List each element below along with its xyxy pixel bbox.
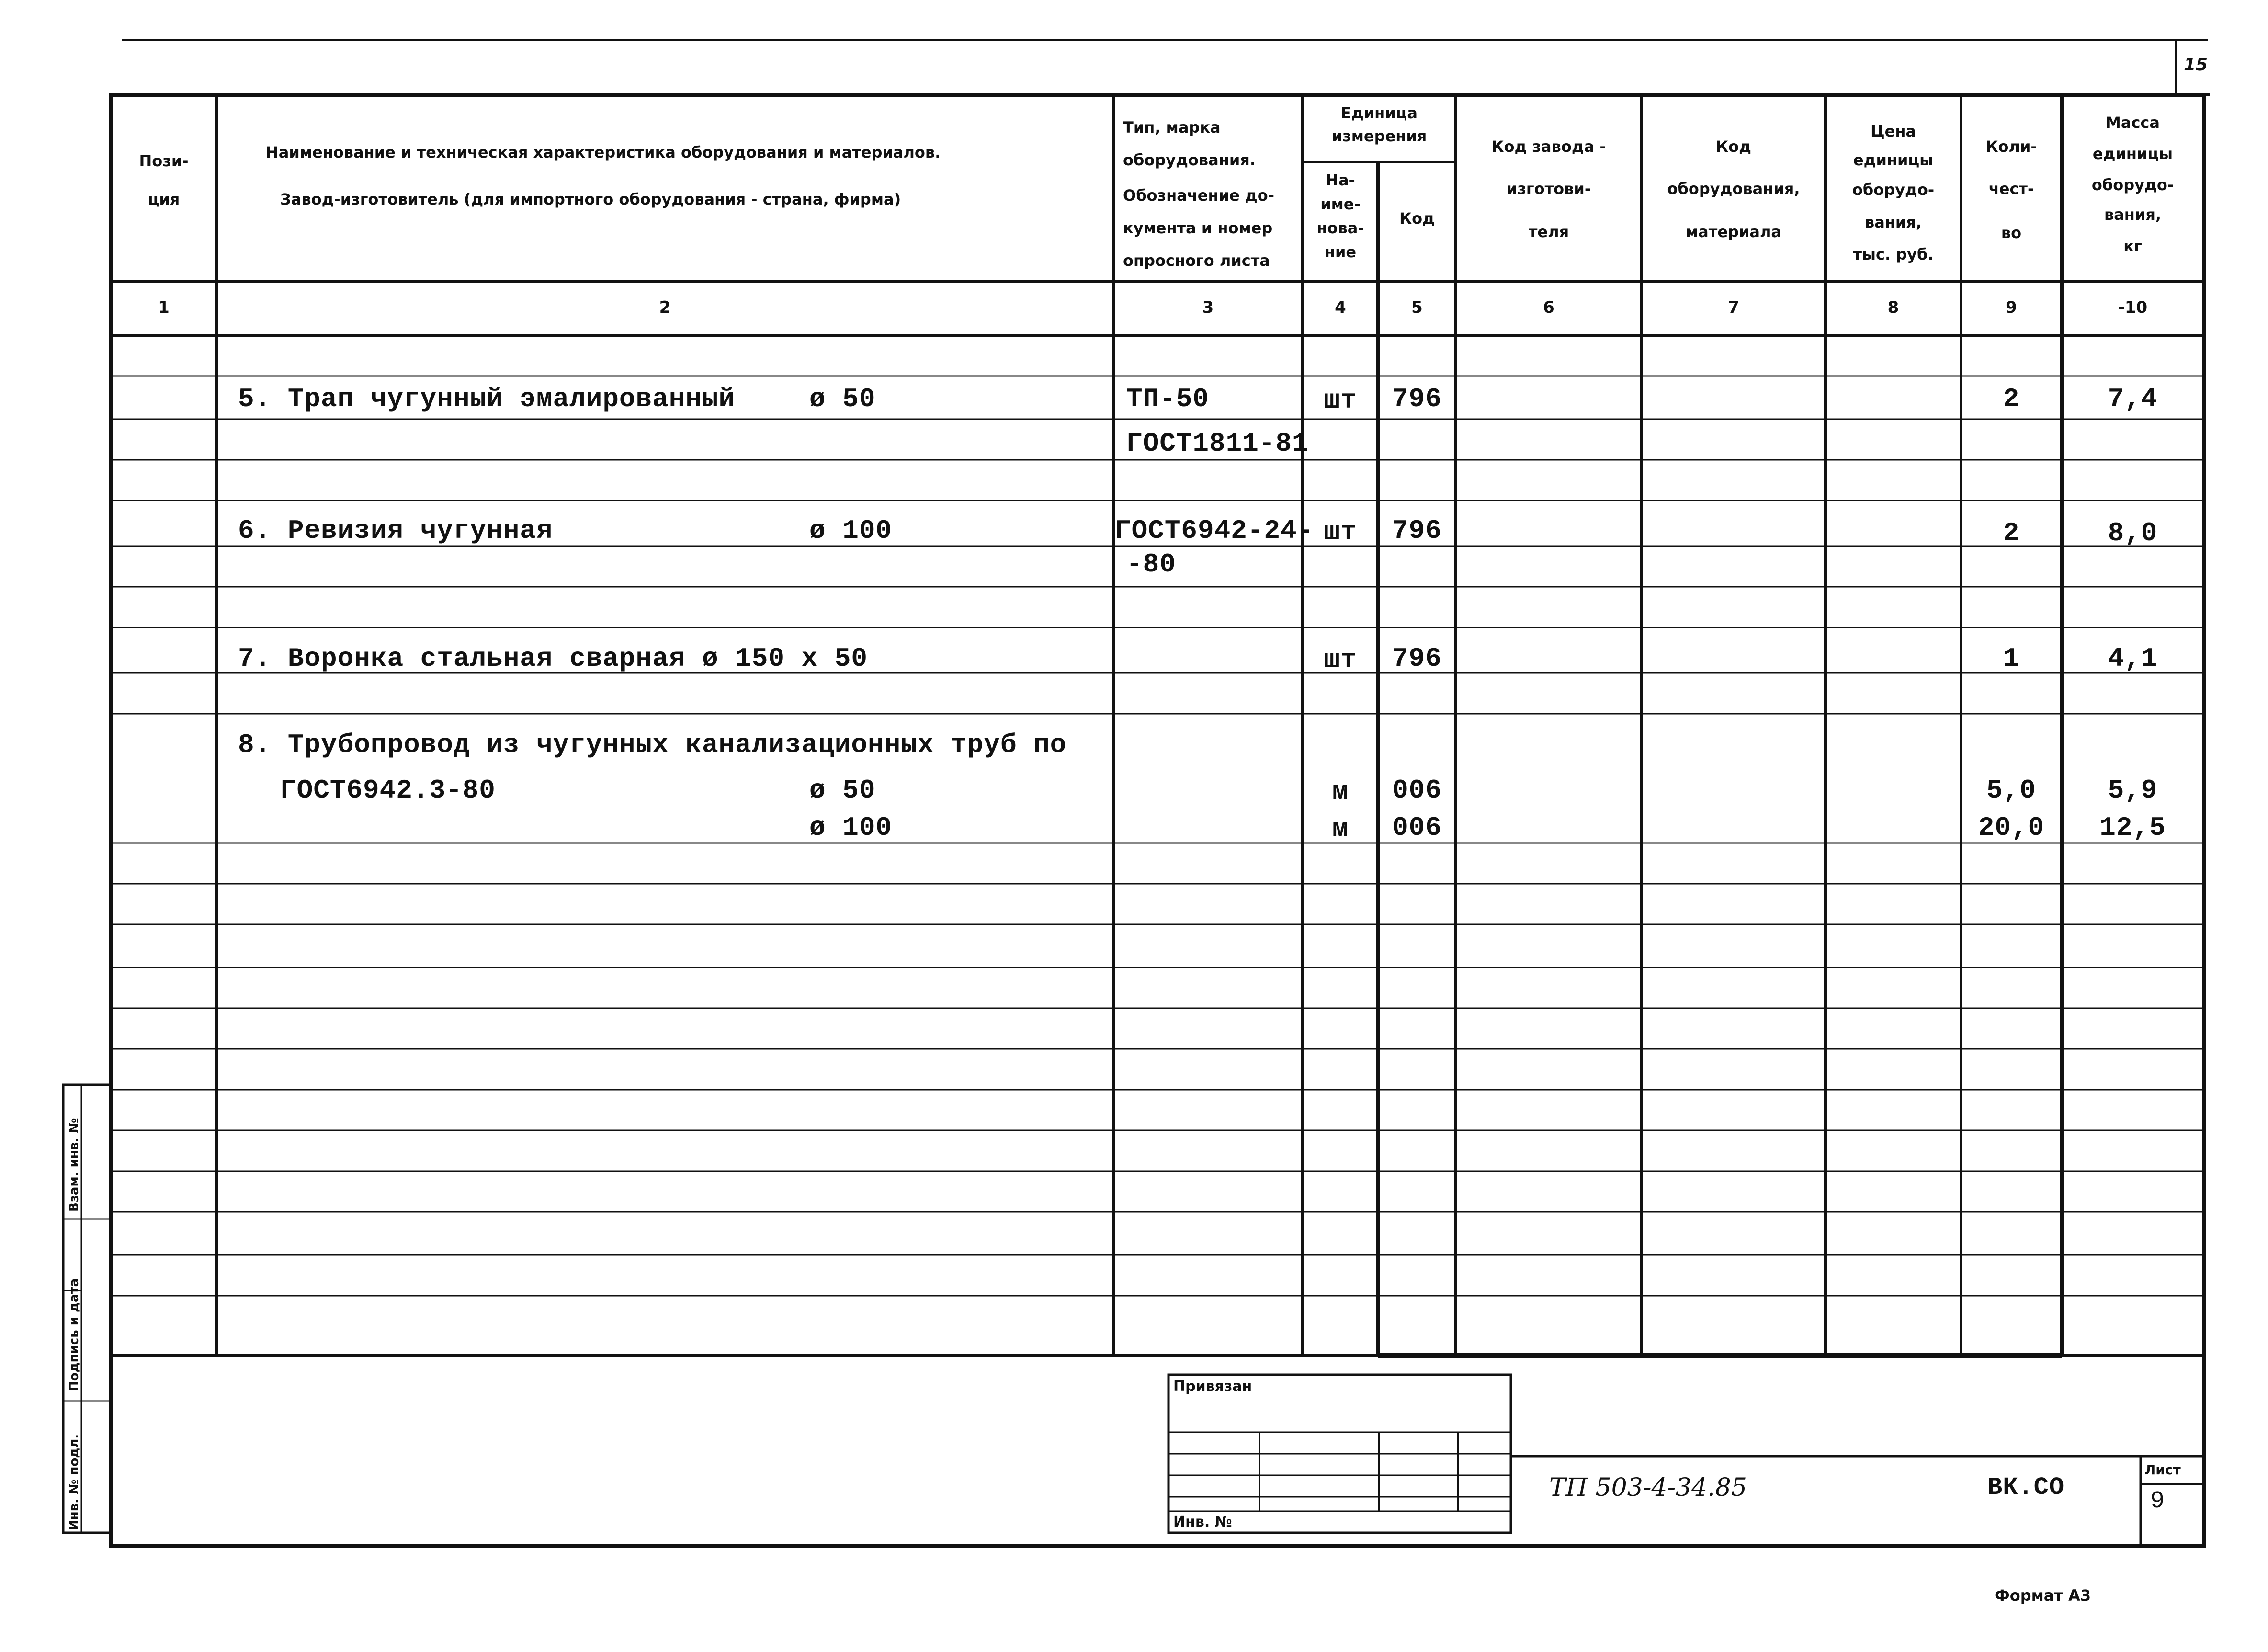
header-unit-name-line3: нова- <box>1316 219 1364 237</box>
stamp-sheet-label: Лист <box>2144 1462 2181 1478</box>
header-name-line1: Наименование и техническая характеристика оборудования и материалов. <box>266 143 941 161</box>
header-equipment-code-line1: Код <box>1716 137 1751 156</box>
item-size: ø 100 <box>809 515 893 546</box>
side-label-inv-original: Инв. № подл. <box>67 1434 81 1530</box>
header-type-line1: Тип, марка <box>1123 118 1221 137</box>
item-type: ТП-50 <box>1126 384 1210 414</box>
stamp-doc-code: ТП 503-4-34.85 <box>1549 1473 1747 1502</box>
item-unit: шт <box>1324 385 1357 416</box>
stamp-doc-mark: ВК.СО <box>1987 1473 2065 1502</box>
column-number: 5 <box>1411 298 1423 317</box>
header-mass-line1: Масса <box>2106 114 2160 132</box>
header-maker-code-line3: теля <box>1528 223 1569 241</box>
item-mass: 5,9 <box>2108 775 2158 806</box>
header-price-line4: вания, <box>1864 213 1922 231</box>
item-unit-code: 796 <box>1392 384 1442 414</box>
item-name: 6. Ревизия чугунная <box>238 515 553 546</box>
header-unit-group-line2: измерения <box>1331 127 1427 145</box>
item-mass: 8,0 <box>2108 518 2158 548</box>
header-position-line2: ция <box>147 190 180 208</box>
header-mass-line2: единицы <box>2092 145 2173 163</box>
column-number: 1 <box>158 298 170 317</box>
header-quantity-line2: чест- <box>1988 180 2034 198</box>
item-mass: 12,5 <box>2099 812 2166 843</box>
item-quantity: 2 <box>2003 384 2020 414</box>
header-unit-name-line2: име- <box>1320 195 1361 213</box>
item-unit: м <box>1332 776 1349 807</box>
header-unit-code: Код <box>1399 209 1435 228</box>
item-unit-code: 796 <box>1392 515 1442 546</box>
format-label: Формат А3 <box>1995 1586 2091 1605</box>
item-unit-code: 796 <box>1392 643 1442 674</box>
header-type-line5: опросного листа <box>1123 251 1270 270</box>
item-size: ø 50 <box>809 384 876 414</box>
column-number: -10 <box>2118 298 2148 317</box>
column-number: 9 <box>2006 298 2017 317</box>
header-mass-line5: кг <box>2123 237 2142 255</box>
stamp-sheet-number: 9 <box>2150 1488 2166 1515</box>
stamp-attached-label: Привязан <box>1173 1378 1252 1395</box>
item-unit-code: 006 <box>1392 775 1442 806</box>
item-name: 7. Воронка стальная сварная ø 150 x 50 <box>238 643 868 674</box>
header-maker-code-line1: Код завода - <box>1491 137 1606 156</box>
side-label-replaced-inv: Взам. инв. № <box>67 1118 81 1212</box>
column-number: 4 <box>1335 298 1346 317</box>
item-mass: 4,1 <box>2108 643 2158 674</box>
side-label-signature-date: Подпись и дата <box>67 1278 81 1391</box>
stamp-inv-label: Инв. № <box>1173 1514 1232 1530</box>
header-equipment-code-line2: оборудования, <box>1667 180 1800 198</box>
header-type-line2: оборудования. <box>1123 151 1256 169</box>
header-quantity-line3: во <box>2001 224 2022 242</box>
column-number: 8 <box>1887 298 1899 317</box>
header-unit-name-line1: На- <box>1326 171 1355 189</box>
header-type-line4: кумента и номер <box>1123 219 1273 237</box>
item-size: ø 50 <box>809 775 876 806</box>
header-unit-name-line4: ние <box>1324 243 1357 261</box>
column-number: 7 <box>1728 298 1739 317</box>
item-size: ø 100 <box>809 812 893 843</box>
header-price-line3: оборудо- <box>1852 181 1935 199</box>
page-number: 15 <box>2184 55 2208 75</box>
item-quantity: 20,0 <box>1978 812 2045 843</box>
item-unit: м <box>1332 814 1349 844</box>
header-unit-group-line1: Единица <box>1341 104 1418 122</box>
header-mass-line3: оборудо- <box>2091 176 2174 194</box>
item-mass: 7,4 <box>2108 384 2158 414</box>
column-number: 2 <box>659 298 671 317</box>
item-name: 8. Трубопровод из чугунных канализационных труб по <box>238 729 1067 760</box>
item-name: ГОСТ6942.3-80 <box>280 775 496 806</box>
header-quantity-line1: Коли- <box>1985 137 2037 156</box>
item-unit: шт <box>1324 645 1357 675</box>
item-type: ГОСТ6942-24- <box>1115 515 1314 546</box>
item-type: ГОСТ1811-81 <box>1126 428 1309 459</box>
header-mass-line4: вания, <box>2104 205 2162 224</box>
item-unit-code: 006 <box>1392 812 1442 843</box>
header-price-line5: тыс. руб. <box>1853 245 1934 263</box>
item-type: -80 <box>1126 549 1176 580</box>
item-name: 5. Трап чугунный эмалированный <box>238 384 736 414</box>
column-number: 6 <box>1543 298 1554 317</box>
header-equipment-code-line3: материала <box>1686 223 1781 241</box>
column-number: 3 <box>1202 298 1214 317</box>
header-name-line2: Завод-изготовитель (для импортного оборудования - страна, фирма) <box>280 190 901 208</box>
header-price-line2: единицы <box>1853 151 1934 169</box>
header-maker-code-line2: изготови- <box>1506 180 1591 198</box>
item-quantity: 5,0 <box>1986 775 2036 806</box>
header-type-line3: Обозначение до- <box>1123 186 1274 205</box>
header-price-line1: Цена <box>1870 122 1916 140</box>
item-unit: шт <box>1324 517 1357 547</box>
item-quantity: 2 <box>2003 518 2020 548</box>
item-quantity: 1 <box>2003 643 2020 674</box>
header-position-line1: Пози- <box>139 152 189 170</box>
